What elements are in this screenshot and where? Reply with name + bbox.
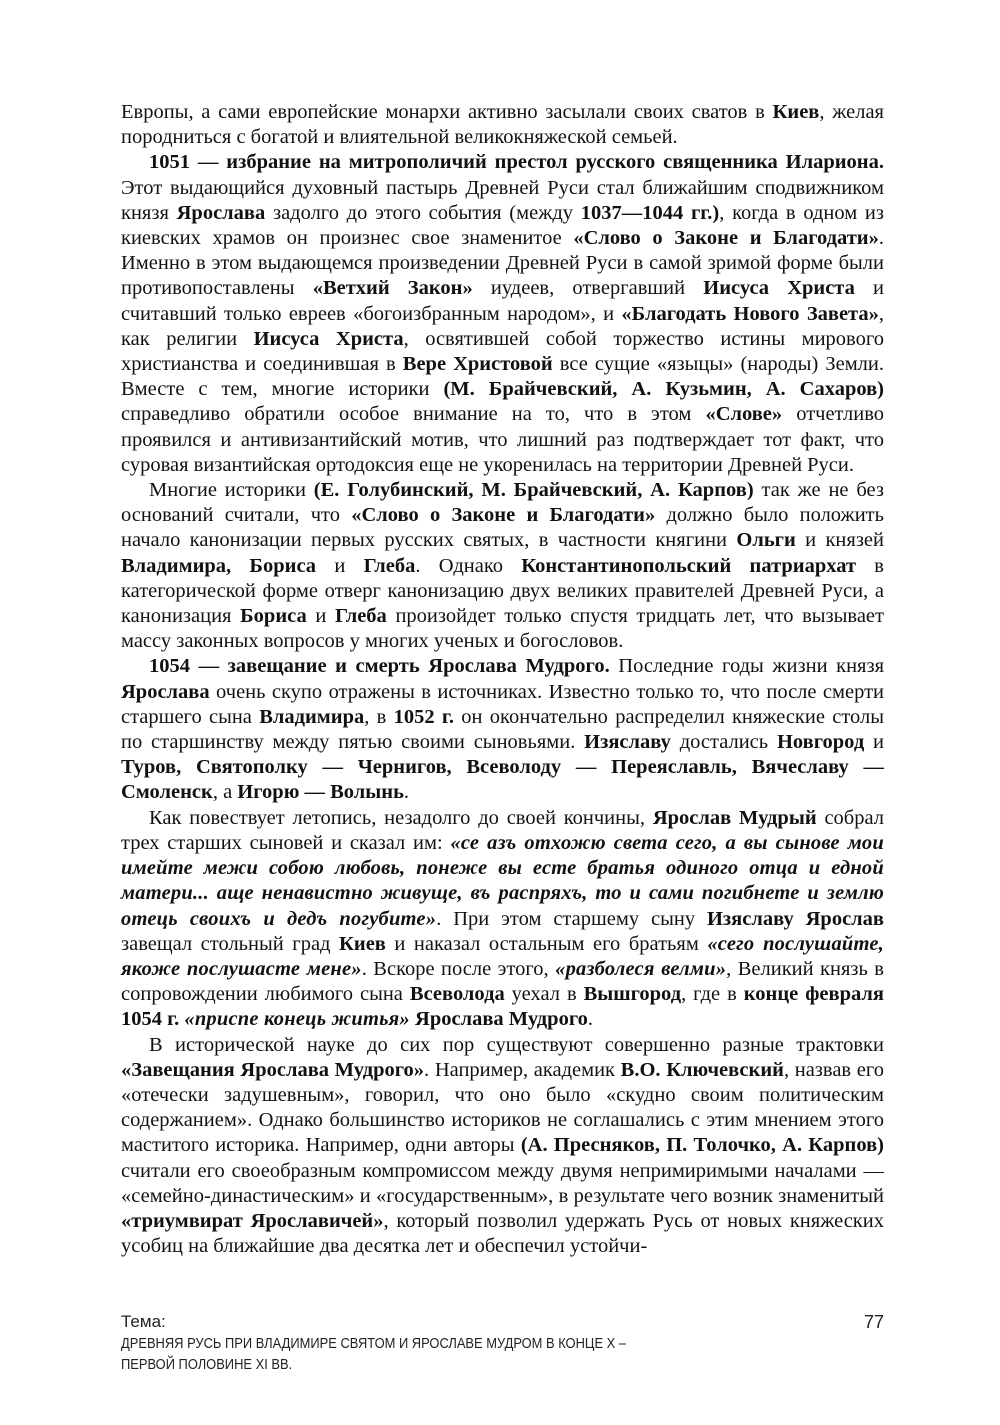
bold-text: «Слово о Законе и Благодати» <box>351 504 656 527</box>
bold-text: Ярослава Мудрого <box>415 1008 588 1031</box>
paragraph <box>121 654 884 805</box>
text-run: и считавший только евреев «богоизбранным народом», и <box>121 277 884 325</box>
text-run: , а <box>212 781 238 804</box>
text-run: . Например, академик <box>424 1058 621 1081</box>
bold-text: Изяславу <box>584 731 671 754</box>
text-run: считали его своеобразным компромиссом между двумя непримиримыми началами — «семейно-династическим» и «государственным», в результате чего возник знаменитый <box>121 1159 884 1207</box>
bold-text: Игорю — Волынь <box>237 781 404 804</box>
bold-text: Глеба <box>334 605 387 628</box>
footer-topic-title-line-2: ПЕРВОЙ ПОЛОВИНЕ XI ВВ. <box>121 1356 293 1373</box>
text-run: он окончательно распределил княжеские столы по старшинству между пятью своими сыновьями. <box>121 705 884 754</box>
bold-text: Ярослав Мудрый <box>652 806 817 829</box>
text-run: так же не без оснований считали, что <box>121 479 884 527</box>
bold-text: конце февраля 1054 г. <box>121 983 884 1031</box>
text-run: иудеев, отвергавший <box>472 277 704 300</box>
footer-topic-label: Тема: <box>121 1312 166 1331</box>
text-run: все сущие «языцы» (народы) Земли. Вместе с тем, многие историки <box>121 353 884 401</box>
text-run: собрал трех старших сыновей и сказал им: <box>121 806 884 854</box>
paragraph <box>121 806 884 1033</box>
text-run: уехал в <box>504 983 584 1006</box>
footer-topic-title-line-1: ДРЕВНЯЯ РУСЬ ПРИ ВЛАДИМИРЕ СВЯТОМ И ЯРОСЛАВЕ МУДРОМ В КОНЦЕ X – <box>121 1335 627 1352</box>
bold-text: Владимира <box>259 705 365 728</box>
text-run: . Именно в этом выдающемся произведении Древней Руси в самой зримой форме были противопоставлены <box>121 227 884 300</box>
bold-text: Вышгород <box>583 983 682 1006</box>
bold-text: Киев <box>339 932 386 955</box>
text-run: , который позволил удержать Русь от новых княжеских усобиц на ближайшие два десятка лет и обеспечил устойчи- <box>121 1209 884 1258</box>
text-run: и наказал остальным его братьям <box>385 932 708 955</box>
text-run: , назвав его «отечески задушевным», говорил, что оно было «скудно своим политическим содержанием». Однако большинство историков не соглашались с этим мнением этого маститого историка. Например, одни авторы <box>121 1058 884 1157</box>
text-run: , как религии <box>121 302 884 350</box>
text-run: , желая породниться с богатой и влиятельной великокняжеской семьей. <box>121 101 884 149</box>
bold-text: Иисуса Христа <box>253 327 404 350</box>
bold-text: «триумвират Ярославичей» <box>121 1209 384 1232</box>
text-run: в категорической форме отверг канонизацию двух великих правителей Древней Руси, а канонизация <box>121 554 884 628</box>
paragraph <box>121 100 884 150</box>
bold-text: 1037—1044 гг.) <box>580 201 720 224</box>
text-run: должно было положить начало канонизации первых русских святых, в частности княгини <box>121 504 884 552</box>
page-number: 77 <box>863 1312 884 1332</box>
bold-text: «Ветхий Закон» <box>312 277 473 300</box>
body-text <box>121 100 884 1259</box>
text-run: произойдет только спустя тридцать лет, что вызывает массу законных вопросов у многих ученых и богословов. <box>121 605 884 653</box>
bold-text: Бориса <box>240 605 307 628</box>
bold-text: Киев <box>772 101 820 123</box>
text-run: , в <box>364 705 394 728</box>
text-run: . <box>587 1008 593 1031</box>
bold-text: (А. Пресняков, П. Толочко, А. Карпов) <box>520 1134 884 1157</box>
text-run: очень скупо отражены в источниках. Известно только то, что после смерти старшего сына <box>121 680 884 728</box>
bold-text: Ярослава <box>176 201 266 224</box>
bold-text: (Е. Голубинский, М. Брайчевский, А. Карпов) <box>313 479 754 502</box>
chronicle-quote: «сего послушайте, якоже послушасте мене» <box>121 932 885 980</box>
text-run: , освятившей собой торжество истины мирового христианства и соединившая в <box>121 327 884 376</box>
bold-text: «Слово о Законе и Благодати» <box>573 227 879 250</box>
bold-text: 1051 — избрание на митрополичий престол русского священника Илариона. <box>149 151 884 174</box>
text-run: справедливо обратили особое внимание на то, что в этом <box>121 403 706 426</box>
text-run: , когда в одном из киевских храмов он произнес свое знаменитое <box>121 201 884 250</box>
bold-text: Ольги <box>736 529 796 552</box>
text-run: и <box>316 554 364 577</box>
bold-text: 1054 — завещание и смерть Ярослава Мудрого. <box>149 655 610 678</box>
text-run: , Великий князь в сопровождении любимого сына <box>121 957 884 1006</box>
bold-text: Константинопольский патриархат <box>521 554 857 577</box>
text-run: , где в <box>681 983 744 1006</box>
text-run: Этот выдающийся духовный пастырь Древней Руси стал ближайшим сподвижником князя <box>121 176 884 224</box>
bold-text: 1052 г. <box>393 705 455 728</box>
bold-text: «Завещания Ярослава Мудрого» <box>121 1058 425 1081</box>
bold-text: Всеволода <box>409 983 505 1006</box>
text-run: Европы, а сами европейские монархи активно засылали своих сватов в <box>121 101 773 123</box>
text-run: завещал стольный град <box>121 932 340 955</box>
bold-text: Новгород <box>776 731 865 754</box>
text-run: . <box>403 781 410 804</box>
chronicle-quote: «се азъ отхожю света сего, а вы сынове мои имейте межи собою любовь, понеже вы есте братья одиного отца и едной матери... аще ненавистно живуще, въ распряхъ, то и сами погибнете и землю отець своихъ и дедъ погубите» <box>121 831 884 930</box>
text-run: . Вскоре после этого, <box>361 957 556 980</box>
chronicle-quote: «разболеся велми» <box>555 957 727 980</box>
text-run: и князей <box>795 529 884 552</box>
text-run: Многие историки <box>149 479 314 502</box>
chronicle-quote: «приспе конець житья» <box>184 1008 410 1031</box>
bold-text: Иисуса Христа <box>703 277 855 300</box>
bold-text: (М. Брайчевский, А. Кузьмин, А. Сахаров) <box>443 378 884 401</box>
text-run: . При этом старшему сыну <box>436 907 707 930</box>
text-run: Последние годы жизни князя <box>609 655 885 678</box>
text-run: достались <box>670 731 777 754</box>
bold-text: Туров, Святополку — Чернигов, Всеволоду — Переяславль, Вячеславу — Смоленск <box>121 756 884 804</box>
bold-text: «Благодать Нового Завета» <box>621 302 879 325</box>
bold-text: Владимира, Бориса <box>121 554 317 577</box>
text-run: отчетливо проявился и антивизантийский мотив, что лишний раз подтверждает тот факт, что суровая византийская ортодоксия еще не укоренилась на территории Древней Руси. <box>121 403 884 476</box>
text-run: задолго до этого события (между <box>265 201 581 224</box>
bold-text: «Слове» <box>705 403 783 426</box>
text-run: и <box>864 731 884 754</box>
bold-text: В.О. Ключевский <box>620 1058 784 1081</box>
bold-text: Вере Христовой <box>402 353 553 376</box>
bold-text: Ярослава <box>121 680 210 703</box>
bold-text: Глеба <box>363 554 416 577</box>
text-run: В исторической науке до сих пор существуют совершенно разные трактовки <box>149 1033 884 1056</box>
bold-text: Изяславу Ярослав <box>706 907 884 930</box>
text-run: и <box>306 605 335 628</box>
paragraph <box>121 478 884 654</box>
text-run: . Однако <box>415 554 522 577</box>
page-footer <box>121 1311 884 1375</box>
paragraph <box>121 150 884 478</box>
text-run: Как повествует летопись, незадолго до своей кончины, <box>149 806 653 829</box>
paragraph <box>121 1033 884 1260</box>
